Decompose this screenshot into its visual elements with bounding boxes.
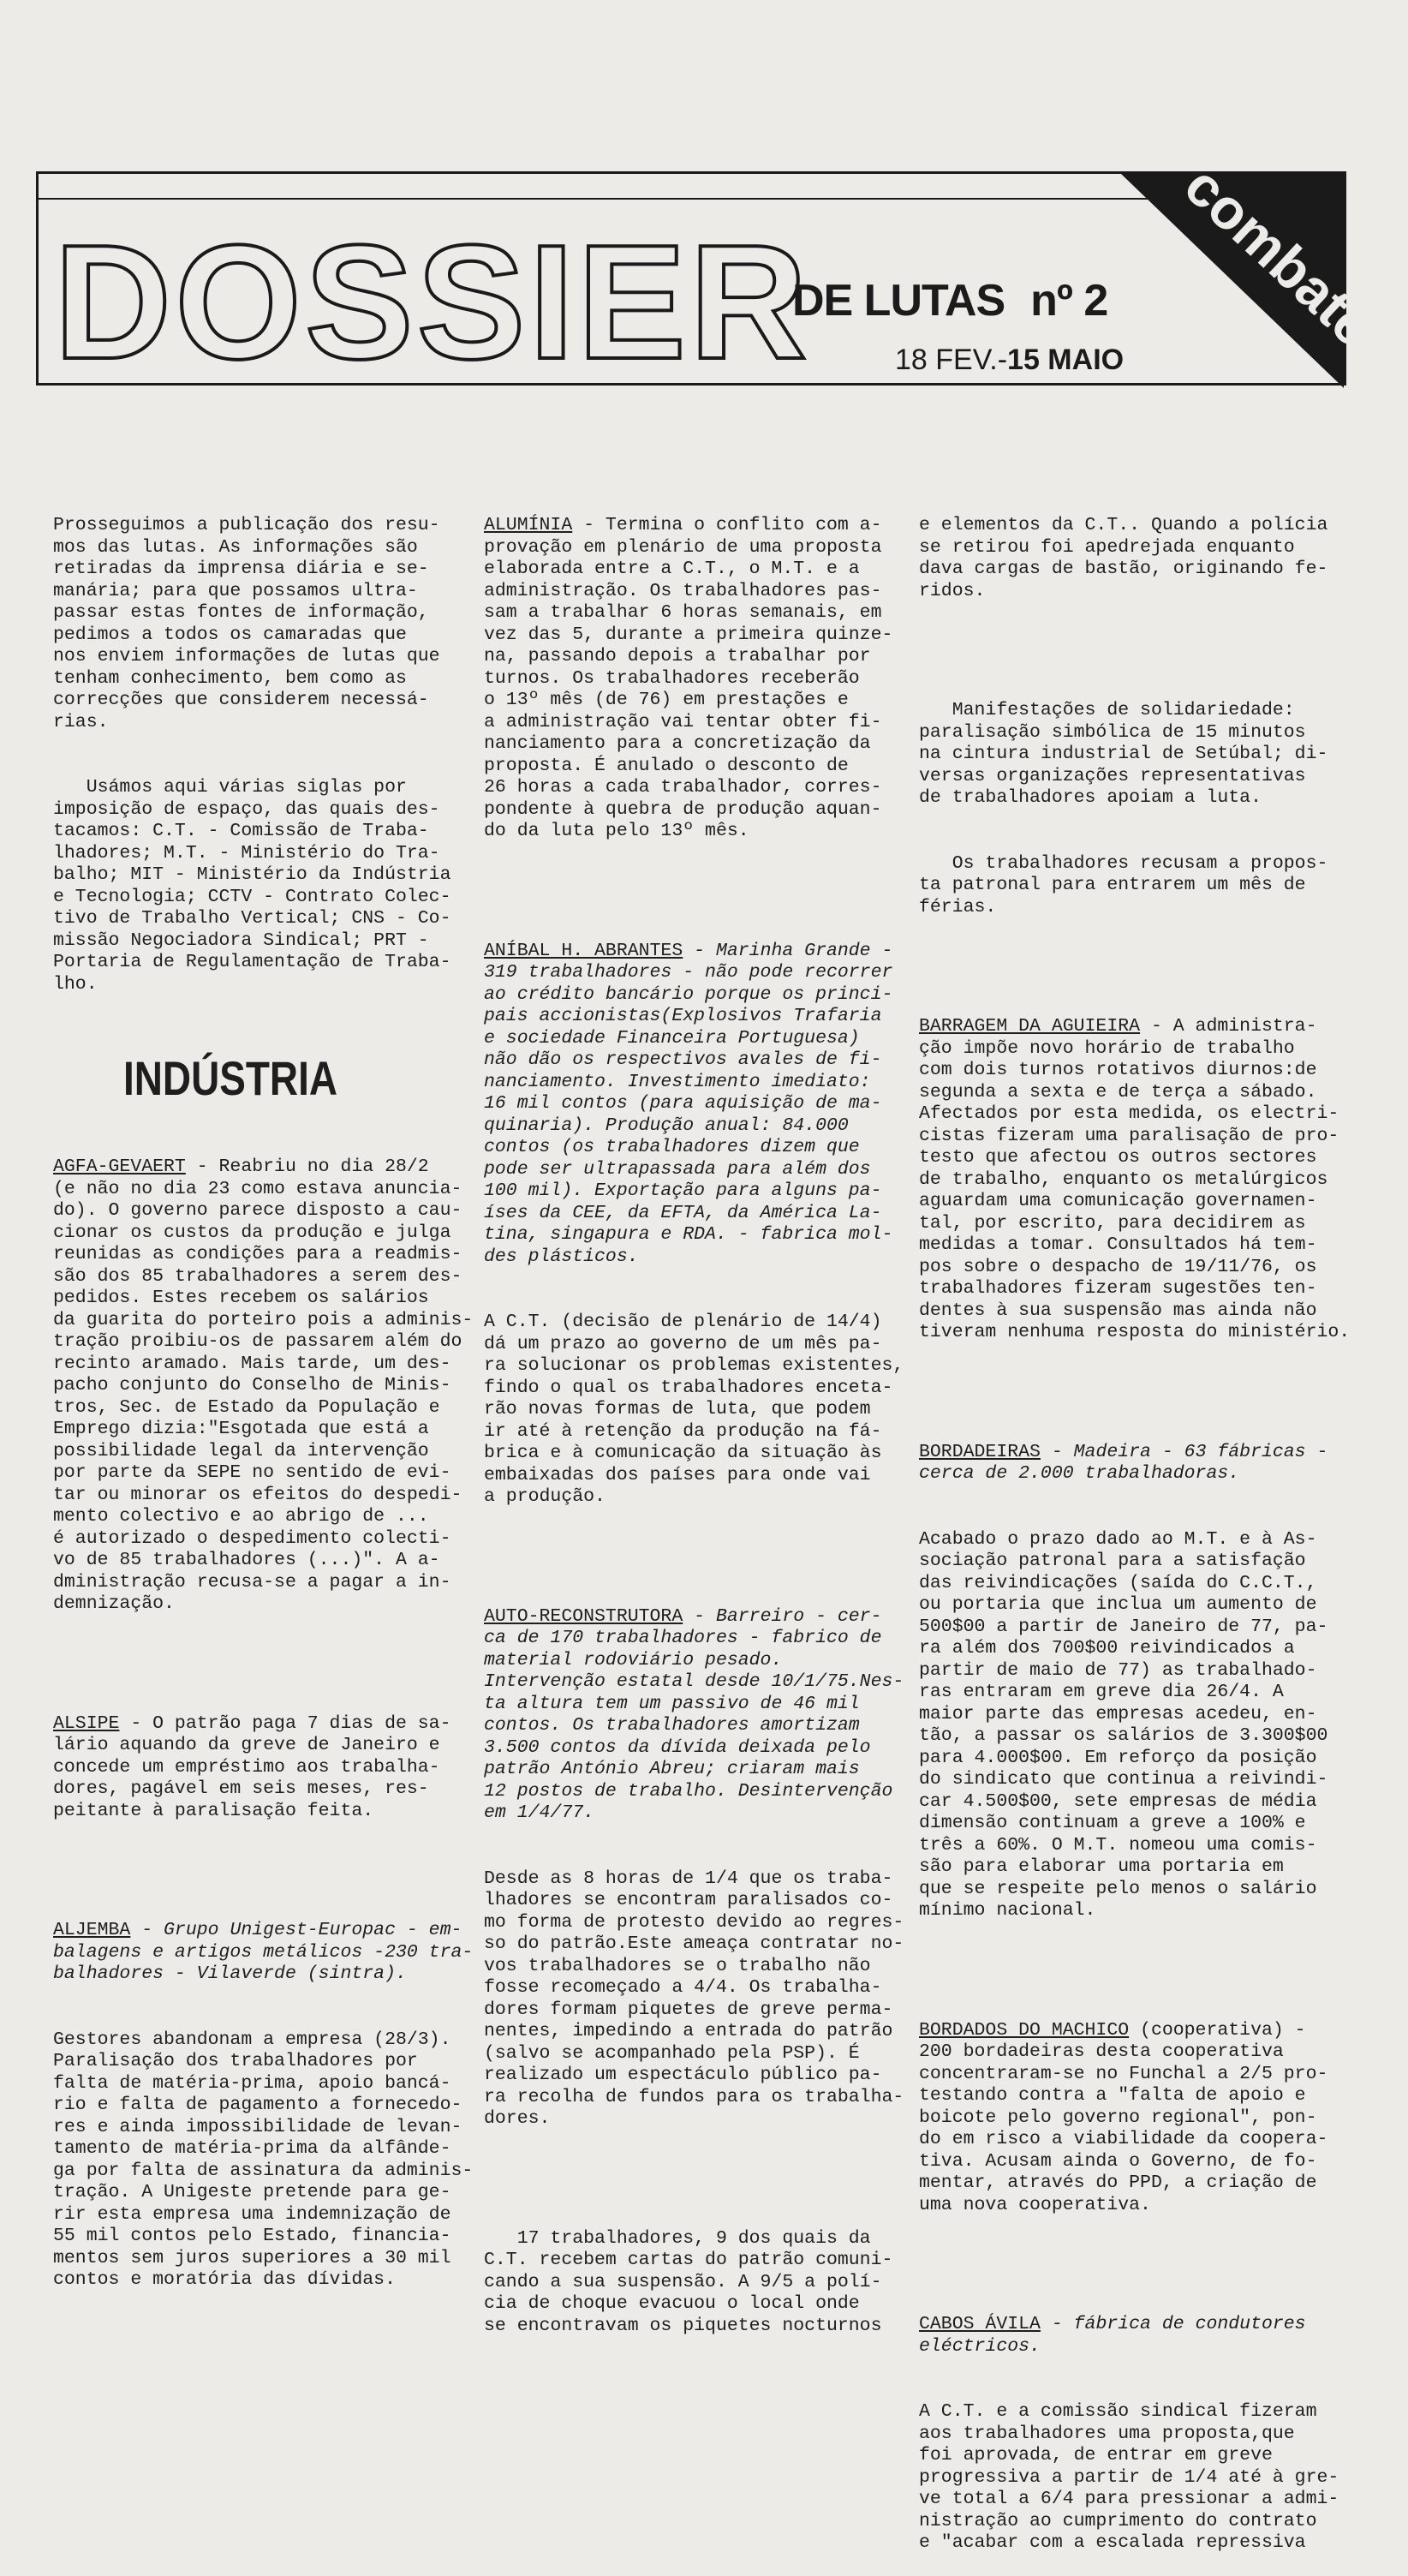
article-body: Acabado o prazo dado ao M.T. e à As- sociação patronal para a satisfação das reivindicações (saída do C.C.T., ou portaria que inclua um aumento de 500$00 a partir de Janeiro de 77, pa- ra além dos 700$00 reivindicados a partir de maio de 77) as trabalhado- ras entraram em greve dia 26/4. A maior parte das empresas acedeu, en- tão, a passar os salários de 3.300$00 para 4.000$00. Em reforço da posição do sindicato que continua a reivindi- car 4.500$00, sete empresas de média dimensão continuam a greve a 100% e três a 60%. O M.T. nomeou uma comis- são para elaborar uma portaria em que se respeite pelo menos o salário mínimo nacional. [919, 1528, 1328, 1921]
article-body: Os trabalhadores recusam a propos- ta patronal para entrarem um mês de férias. [919, 852, 1328, 917]
article-body: Manifestações de solidariedade: paralisação simbólica de 15 minutos na cintura industrial de Setúbal; di- versas organizações representativas de trabalhadores apoiam a luta. [919, 700, 1328, 808]
article-aljemba [53, 1920, 473, 1986]
masthead-dates [895, 344, 1124, 377]
article-alumina [484, 515, 904, 843]
masthead-title: DOSSIER [54, 212, 811, 393]
issue-number: nº 2 [1030, 276, 1108, 326]
article-body: - Reabriu no dia 28/2 (e não no dia 23 como estava anuncia- do). O governo parece disposto a cau- cionar os custos da produção e julga reunidas as condições para a readmis- são dos 85 trabalhadores a serem des- pedidos. Estes recebem os salários da guarita do porteiro pois a adminis- tração proibiu-os de passarem além do recinto aramado. Mais tarde, um des- pacho conjunto do Conselho de Minis- tros, Sec. de Estado da População e Emprego dizia:"Esgotada que está a possibilidade legal da intervenção por parte da SEPE no sentido de evi- tar ou minorar os efeitos do despedi- mento colectivo e ao abrigo de ... é autorizado o despedimento colecti- vo de 85 trabalhadores (...)". A a- dministração recusa-se a pagar a in- demnização. [53, 1157, 474, 1614]
column-3 [919, 471, 1350, 2576]
article-body: Gestores abandonam a empresa (28/3). Paralisação dos trabalhadores por falta de matéria-prima, apoio bancá- rio e falta de pagamento a fornecedo- res e ainda impossibilidade de levan- tamento de matéria-prima da alfânde- ga por falta de assinatura da adminis- tração. A Unigeste pretende para ge- rir esta empresa uma indemnização de 55 mil contos pelo Estado, financia- mentos sem juros superiores a 30 mil contos e moratória das dívidas. [53, 2029, 474, 2290]
article-subtitle: - Madeira - 63 fábricas - cerca de 2.000 trabalhadoras. [919, 1441, 1328, 1484]
abbreviations-paragraph: Usámos aqui várias siglas por imposição de espaço, das quais des- tacamos: C.T. - Comissão de Traba- lhadores; M.T. - Ministério do Tra- balho; MIT - Ministério da Indústria e Tecnologia; CCTV - Contrato Colec- tivo de Trabalho Vertical; CNS - Co- missão Negociadora Sindical; PRT - Portaria de Regulamentação de Traba- lho. [53, 777, 451, 995]
article-body: (cooperativa) - 200 bordadeiras desta cooperativa concentraram-se no Funchal a 2/5 pro- testando contra a "falta de apoio e boicote pelo governo regional", pon- do em risco a viabilidade da coopera- tiva. Acusam ainda o Governo, de fo- mentar, através do PPD, a criação de uma nova cooperativa. [919, 2019, 1328, 2215]
article-bordadeiras [919, 1442, 1350, 1485]
masthead-subtitle: DE LUTAS [792, 276, 1005, 326]
article-body: A C.T. (decisão de plenário de 14/4) dá um prazo ao governo de um mês pa- ra solucionar os problemas existentes, findo o qual os trabalhadores enceta- rão novas formas de luta, que podem ir até à retenção da produção na fá- brica e à comunicação da situação às embaixadas dos países para onde vai a produção. [484, 1312, 904, 1507]
article-subtitle: - fábrica de condutores eléctricos. [919, 2314, 1306, 2357]
article-heading: AGFA-GEVAERT [53, 1157, 186, 1177]
article-barragem [919, 1016, 1350, 1344]
article-heading: AUTO-RECONSTRUTORA [484, 1605, 683, 1627]
article-heading: ANÍBAL H. ABRANTES [484, 940, 683, 961]
article-alsipe [53, 1713, 473, 1823]
article-heading: BORDADOS DO MACHICO [919, 2019, 1130, 2041]
article-body: e elementos da C.T.. Quando a polícia se retirou foi apedrejada enquanto dava cargas de bastão, originando fe- ridos. [919, 515, 1328, 601]
dates-start: 18 FEV.- [895, 344, 1008, 376]
dates-end: 15 MAIO [1007, 344, 1125, 376]
article-auto-reconstrutora [484, 1606, 904, 1825]
article-heading: CABOS ÁVILA [919, 2314, 1041, 2334]
article-heading: ALSIPE [53, 1712, 120, 1734]
article-heading: BARRAGEM DA AGUIEIRA [919, 1016, 1141, 1037]
article-body: Desde as 8 horas de 1/4 que os traba- lhadores se encontram paralisados co- mo forma de protesto devido ao regres- so do patrão.Este ameaça contratar no- vos trabalhadores se o trabalho não fosse recomeçado a 4/4. Os trabalha- dores formam piquetes de greve perma- nentes, impedindo a entrada do patrão (salvo se acompanhado pela PSP). É realizado um espectáculo público pa- ra recolha de fundos para os trabalha- dores. [484, 1868, 904, 2129]
article-subtitle: - Marinha Grande - 319 trabalhadores - não pode recorrer ao crédito bancário porque os princi- pais accionistas(Explosivos Trafaria e sociedade Financeira Portuguesa) não dão os respectivos avales de fi- nanciamento. Investimento imediato: 16 mil contos (para aquisição de ma- quinaria). Produção anual: 84.000 contos (os trabalhadores dizem que pode ser ultrapassada para além dos 100 mil). Exportação para alguns pa- íses da CEE, da EFTA, da América La- tina, singapura e RDA. - fabrica mol- des plásticos. [484, 940, 893, 1267]
article-anibal [484, 941, 904, 1269]
masthead-subtitle-line [792, 275, 1107, 326]
article-machico [919, 2020, 1350, 2217]
column-2 [484, 471, 904, 2359]
article-body: 17 trabalhadores, 9 dos quais da C.T. recebem cartas do patrão comuni- cando a sua suspensão. A 9/5 a polí- cia de choque evacuou o local onde se encontravam os piquetes nocturnos [484, 2227, 893, 2336]
combate-corner-logo [1121, 153, 1387, 388]
brand-text: combate [1172, 153, 1387, 359]
article-subtitle: - Grupo Unigest-Europac - em- balagens e artigos metálicos -230 tra- balhadores - Vilaverde (sintra). [53, 1920, 474, 1984]
article-heading: ALUMÍNIA [484, 515, 573, 535]
article-cabos-avila [919, 2314, 1350, 2358]
article-agfa [53, 1157, 473, 1616]
masthead [36, 153, 1387, 393]
article-heading: BORDADEIRAS [919, 1441, 1041, 1462]
article-body: A C.T. e a comissão sindical fizeram aos trabalhadores uma proposta,que foi aprovada, de entrar em greve progressiva a partir de 1/4 até à gre- ve total a 6/4 para pressionar a admi- nistração ao cumprimento do contrato e "acabar com a escalada repressiva [919, 2401, 1339, 2553]
article-body: - A administra- ção impõe novo horário de trabalho com dois turnos rotativos diurnos:de segunda a sexta e de terça a sábado. Afectados por esta medida, os electri- cistas fizeram uma paralisação de pro- testo que afectou os outros sectores de trabalho, enquanto os metalúrgicos aguardam uma comunicação governamen- tal, por escrito, para decidirem as medidas a tomar. Consultados há tem- pos sobre o despacho de 19/11/76, os trabalhadores fizeram sugestões ten- dentes à sua suspensão mas ainda não tiveram nenhuma resposta do ministério. [919, 1016, 1351, 1342]
article-body: - O patrão paga 7 dias de sa- lário aquando da greve de Janeiro e concede um empréstimo aos trabalha- dores, pagável em seis meses, res- peitante à paralisação feita. [53, 1712, 451, 1821]
intro-paragraph: Prosseguimos a publicação dos resu- mos das lutas. As informações são retiradas da imprensa diária e se- manária; para que possamos ultra- passar estas fontes de informação, pedimos a todos os camaradas que nos enviem informações de lutas que tenham conhecimento, bem como as correcções que considerem necessá- rias. [53, 515, 440, 732]
section-title-industria: INDÚSTRIA [123, 1051, 338, 1105]
article-body: - Termina o conflito com a- provação em plenário de uma proposta elaborada entre a C.T., o M.T. e a administração. Os trabalhadores pas- sam a trabalhar 6 horas semanais, em vez das 5, durante a primeira quinze- na, passando depois a trabalhar por turnos. Os trabalhadores receberão o 13º mês (de 76) em prestações e a administração vai tentar obter fi- nanciamento para a concretização da proposta. É anulado o desconto de 26 horas a cada trabalhador, corres- pondente à quebra de produção aquan- do da luta pelo 13º mês. [484, 515, 893, 841]
article-heading: ALJEMBA [53, 1920, 131, 1940]
column-1 [53, 471, 473, 2313]
article-subtitle: - Barreiro - cer- ca de 170 trabalhadores - fabrico de material rodoviário pesado. Intervenção estatal desde 10/1/75.Nes- ta altura tem um passivo de 46 mil contos. Os trabalhadores amortizam 3.500 contos da dívida deixada pelo patrão António Abreu; criaram mais 12 postos de trabalho. Desintervenção em 1/4/77. [484, 1605, 904, 1823]
